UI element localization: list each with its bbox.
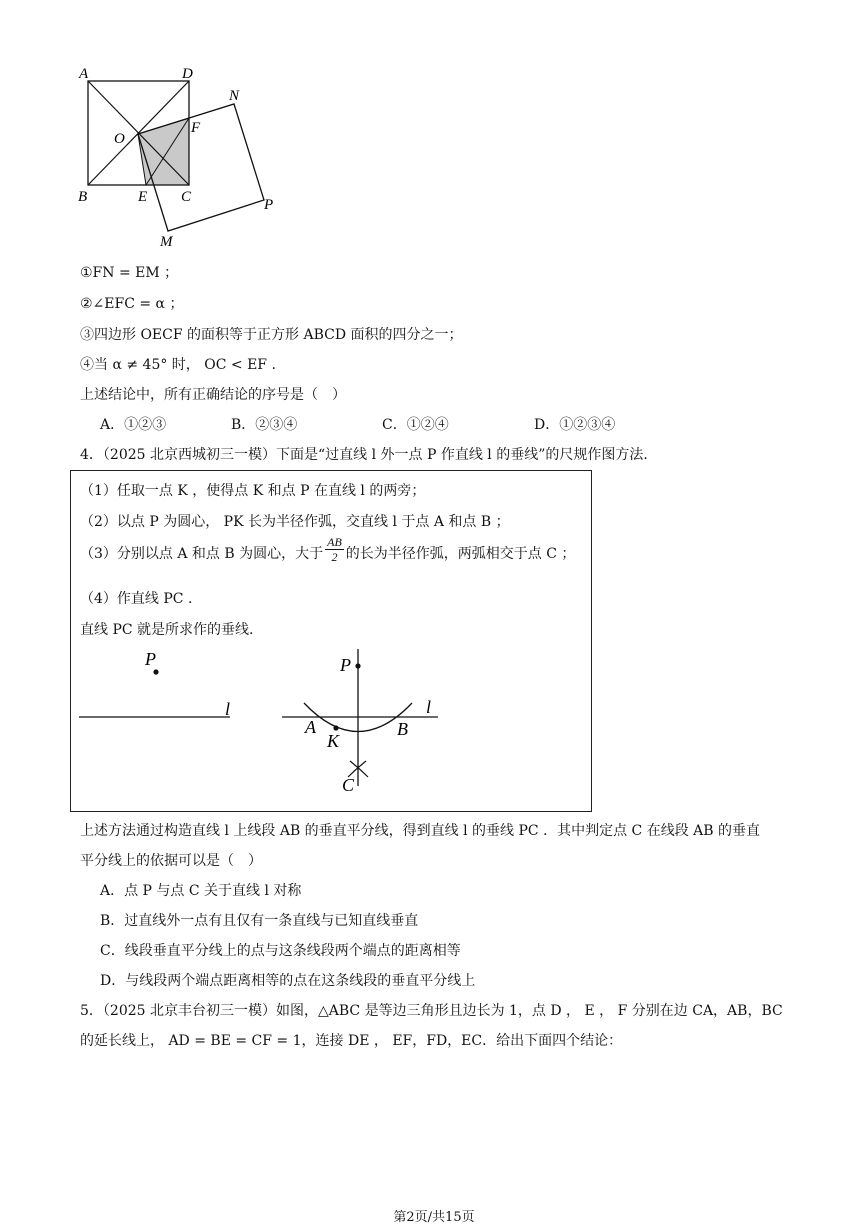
q5-line-2: 的延长线上， AD = BE = CF = 1，连接 DE ， EF，FD，EC．给出下面四个结论： — [80, 1033, 623, 1049]
point-p-left — [153, 669, 158, 674]
label-a: A — [79, 66, 89, 82]
label-m: M — [160, 234, 173, 250]
q4-box-conclusion: 直线 PC 就是所求作的垂线. — [80, 622, 254, 638]
q4-step-3-text-a: （3）分别以点 A 和点 B 为圆心，大于 — [80, 546, 324, 562]
q4-step-3 — [80, 534, 576, 564]
conclusion-4: ④当 α ≠ 45° 时， OC < EF . — [80, 357, 276, 373]
label-o: O — [114, 131, 125, 147]
q4-step-3-text-b: 的长为半径作弧，两弧相交于点 C ； — [345, 546, 576, 562]
label-l-left: l — [225, 699, 231, 719]
q4-question-line-2: 平分线上的依据可以是（ ） — [80, 853, 262, 869]
label-p-right: P — [340, 655, 351, 675]
page-number: 第2页/共15页 — [393, 1210, 475, 1225]
q4-question-line-1: 上述方法通过构造直线 l 上线段 AB 的垂直平分线，得到直线 l 的垂线 PC ．其中判定点 C 在线段 AB 的垂直 — [80, 823, 760, 839]
q3-option-c[interactable]: C．①②④ — [382, 417, 449, 433]
conclusion-1: ①FN = EM ； — [80, 265, 179, 281]
label-f: F — [191, 120, 201, 136]
label-p: P — [264, 197, 274, 213]
q4-option-d[interactable]: D．与线段两个端点距离相等的点在这条线段的垂直平分线上 — [100, 973, 476, 989]
conclusion-2: ②∠EFC = α ； — [80, 296, 184, 312]
square-rotation-figure — [74, 64, 286, 252]
label-e: E — [138, 189, 148, 205]
q4-option-a[interactable]: A．点 P 与点 C 关于直线 l 对称 — [100, 883, 302, 899]
q5-line-1: 5．（2025 北京丰台初三一模）如图，△ABC 是等边三角形且边长为 1，点 D ， E ， F 分别在边 CA，AB，BC — [80, 1003, 783, 1019]
q3-option-a[interactable]: A．①②③ — [100, 417, 167, 433]
q4-step-2: （2）以点 P 为圆心， PK 长为半径作弧，交直线 l 于点 A 和点 B ； — [80, 514, 510, 530]
q3-prompt: 上述结论中，所有正确结论的序号是（ ） — [80, 387, 346, 403]
label-b: B — [78, 189, 88, 205]
q4-step-1: （1）任取一点 K ，使得点 K 和点 P 在直线 l 的两旁； — [80, 483, 426, 499]
q4-option-b[interactable]: B．过直线外一点有且仅有一条直线与已知直线垂直 — [100, 913, 419, 929]
fraction-denominator: 2 — [331, 549, 338, 564]
label-k: K — [327, 731, 340, 751]
point-p-right — [355, 663, 360, 668]
point-k — [333, 725, 338, 730]
label-p-left: P — [145, 649, 156, 669]
label-c: C — [181, 189, 192, 205]
conclusion-3: ③四边形 OECF 的面积等于正方形 ABCD 面积的四分之一； — [80, 327, 463, 343]
label-l-right: l — [426, 697, 432, 717]
label-c-right: C — [342, 775, 355, 795]
fraction-numerator: AB — [327, 534, 342, 549]
q4-step-4: （4）作直线 PC . — [80, 591, 193, 607]
label-b-right: B — [397, 719, 408, 739]
q3-option-d[interactable]: D．①②③④ — [534, 417, 616, 433]
q4-option-c[interactable]: C．线段垂直平分线上的点与这条线段两个端点的距离相等 — [100, 943, 461, 959]
fraction-ab-over-2 — [325, 535, 344, 564]
label-n: N — [229, 88, 240, 104]
q4-header: 4．（2025 北京西城初三一模）下面是“过直线 l 外一点 P 作直线 l 的垂线”的尺规作图方法． — [80, 447, 658, 463]
label-a-right: A — [305, 717, 316, 737]
label-d: D — [182, 66, 193, 82]
q3-option-b[interactable]: B．②③④ — [231, 417, 298, 433]
construction-diagram — [72, 645, 452, 800]
shaded-quadrilateral-oecf — [138, 118, 189, 185]
